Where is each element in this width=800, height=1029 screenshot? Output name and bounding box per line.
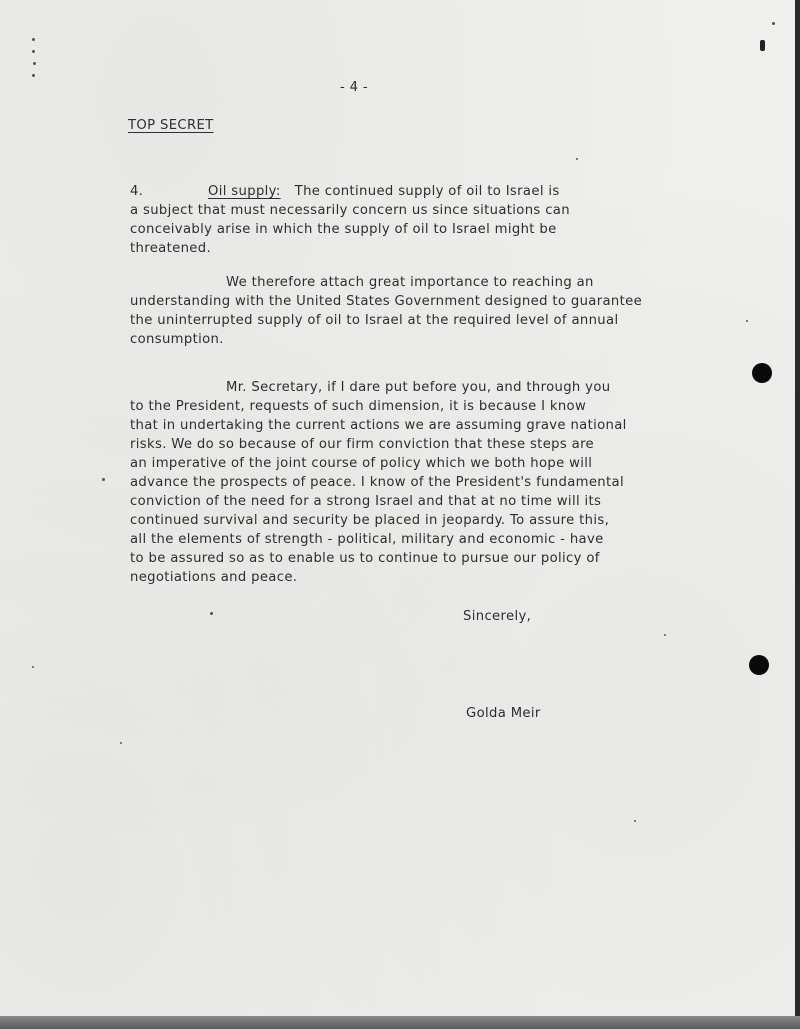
paragraph-line: an imperative of the joint course of policy which we both hope will <box>130 456 593 471</box>
scan-speck <box>120 742 122 744</box>
paragraph-line: conviction of the need for a strong Israel and that at no time will its <box>130 494 602 509</box>
scan-speck <box>102 478 105 481</box>
scan-speck <box>760 40 765 51</box>
scan-speck <box>634 820 636 822</box>
paragraph-line: to be assured so as to enable us to continue to pursue our policy of <box>130 551 600 566</box>
section-first-line <box>130 182 570 201</box>
closing: Sincerely, <box>463 609 532 624</box>
section-line: threatened. <box>130 241 212 256</box>
paragraph-line: advance the prospects of peace. I know of the President's fundamental <box>130 475 624 490</box>
paragraph-line: We therefore attach great importance to reaching an <box>226 275 594 290</box>
scan-border-right <box>795 0 800 1029</box>
section-line: conceivably arise in which the supply of oil to Israel might be <box>130 222 557 237</box>
paragraph-line: continued survival and security be placed in jeopardy. To assure this, <box>130 513 610 528</box>
scan-speck <box>32 74 35 77</box>
signature-name: Golda Meir <box>466 706 541 721</box>
paragraph-line: the uninterrupted supply of oil to Israel at the required level of annual <box>130 313 619 328</box>
scan-speck <box>576 158 578 160</box>
scan-speck <box>664 634 666 636</box>
section-number: 4. <box>130 184 144 199</box>
paragraph-mr-secretary <box>130 378 627 587</box>
paragraph-oil-understanding <box>130 273 642 349</box>
paragraph-line: negotiations and peace. <box>130 570 298 585</box>
paragraph-line: that in undertaking the current actions we are assuming grave national <box>130 418 627 433</box>
section-heading: Oil supply: <box>208 184 281 199</box>
scan-border-bottom <box>0 1016 800 1029</box>
section-text: The continued supply of oil to Israel is <box>294 184 560 199</box>
scan-speck <box>33 62 36 65</box>
scan-speck <box>746 320 748 322</box>
section-oil-supply <box>130 182 570 258</box>
paragraph-line: understanding with the United States Government designed to guarantee <box>130 294 643 309</box>
page-number: - 4 - <box>340 80 369 95</box>
scan-speck <box>772 22 775 25</box>
paragraph-line: risks. We do so because of our firm conviction that these steps are <box>130 437 595 452</box>
section-line: a subject that must necessarily concern us since situations can <box>130 203 570 218</box>
classification-marking: TOP SECRET <box>128 118 214 133</box>
punch-hole <box>749 655 769 675</box>
paragraph-line: consumption. <box>130 332 224 347</box>
paragraph-line: to the President, requests of such dimension, it is because I know <box>130 399 587 414</box>
paragraph-line: all the elements of strength - political, military and economic - have <box>130 532 604 547</box>
paragraph-line: Mr. Secretary, if I dare put before you, and through you <box>226 380 611 395</box>
punch-hole <box>752 363 772 383</box>
scan-speck <box>32 50 35 53</box>
scan-speck <box>32 666 34 668</box>
scan-speck <box>210 612 213 615</box>
scan-speck <box>32 38 35 41</box>
